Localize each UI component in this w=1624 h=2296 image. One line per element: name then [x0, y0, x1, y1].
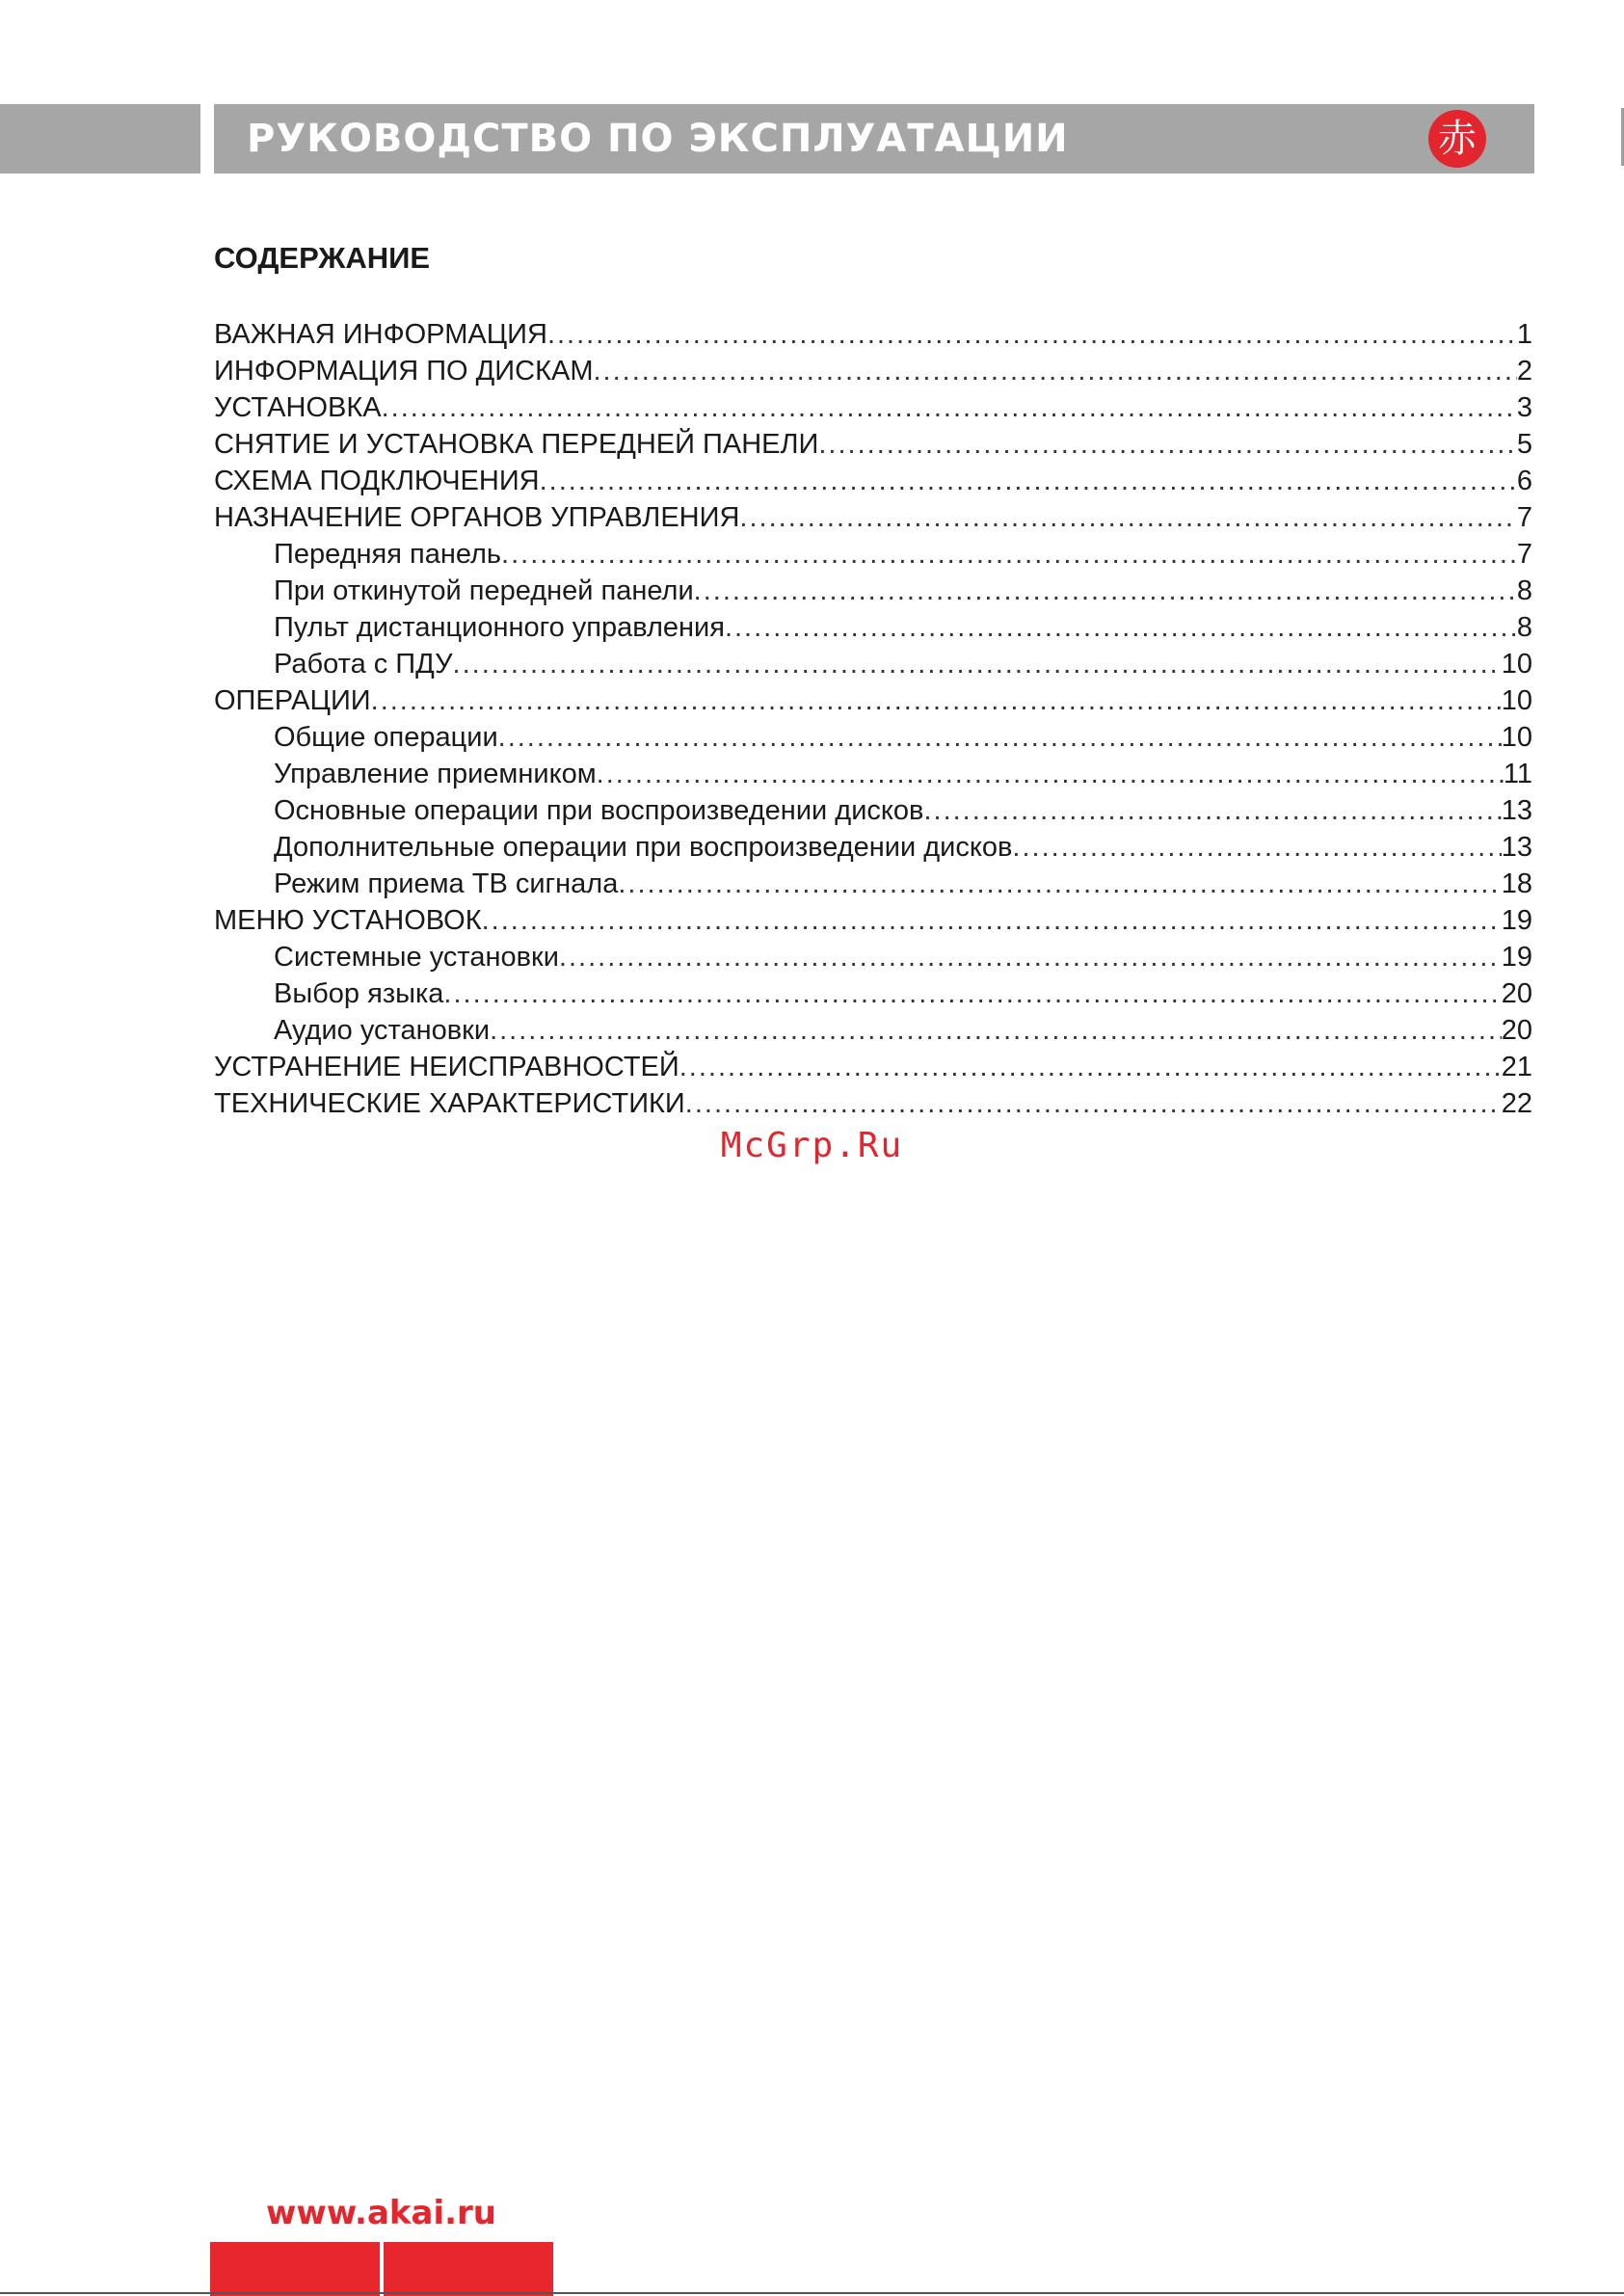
- akai-logo-icon: 赤: [1428, 110, 1486, 168]
- toc-page-number: 19: [1501, 905, 1532, 936]
- toc-page-number: 21: [1501, 1052, 1532, 1082]
- toc-entry-label: Работа с ПДУ: [274, 649, 453, 680]
- toc-leader-dots: [540, 463, 1517, 499]
- toc-page-number: 6: [1516, 466, 1532, 496]
- toc-entry[interactable]: [214, 499, 1532, 536]
- toc-page-number: 7: [1516, 502, 1532, 533]
- toc-page-number: 20: [1501, 1015, 1532, 1046]
- toc-leader-dots: [371, 682, 1502, 719]
- toc-page-number: 22: [1501, 1088, 1532, 1119]
- toc-entry-label: УСТАНОВКА: [214, 392, 382, 423]
- toc-entry-label: ТЕХНИЧЕСКИЕ ХАРАКТЕРИСТИКИ: [214, 1088, 685, 1119]
- toc-leader-dots: [739, 499, 1516, 536]
- toc-entry[interactable]: [214, 353, 1532, 389]
- toc-entry-label: Пульт дистанционного управления: [274, 612, 725, 643]
- toc-entry[interactable]: [214, 573, 1532, 609]
- header-left-block: [0, 104, 200, 174]
- toc-entry-label: СНЯТИЕ И УСТАНОВКА ПЕРЕДНЕЙ ПАНЕЛИ: [214, 429, 819, 460]
- toc-entry[interactable]: [214, 609, 1532, 646]
- toc-leader-dots: [482, 902, 1502, 939]
- toc-entry[interactable]: [214, 756, 1532, 792]
- toc-leader-dots: [382, 389, 1517, 426]
- toc-leader-dots: [618, 866, 1501, 902]
- toc-page-number: 3: [1516, 392, 1532, 423]
- toc-leader-dots: [597, 756, 1504, 792]
- toc-entry[interactable]: [214, 1012, 1532, 1049]
- toc-entry-label: ВАЖНАЯ ИНФОРМАЦИЯ: [214, 319, 547, 350]
- toc-entry-label: Выбор языка: [274, 978, 444, 1009]
- toc-page-number: 19: [1501, 942, 1532, 973]
- toc-entry[interactable]: [214, 719, 1532, 756]
- toc-entry[interactable]: [214, 975, 1532, 1012]
- toc-page-number: 10: [1501, 685, 1532, 716]
- toc-page-number: 18: [1501, 868, 1532, 899]
- toc-page-number: 13: [1501, 795, 1532, 826]
- toc-entry-label: При откинутой передней панели: [274, 575, 694, 606]
- toc-entry[interactable]: [214, 682, 1532, 719]
- toc-entry-label: Основные операции при воспроизведении дисков: [274, 795, 924, 826]
- toc-entry[interactable]: [214, 829, 1532, 866]
- toc-entry-label: Режим приема ТВ сигнала: [274, 868, 619, 899]
- contents-heading: СОДЕРЖАНИЕ: [214, 241, 431, 275]
- toc-page-number: 13: [1501, 832, 1532, 863]
- toc-page-number: 8: [1516, 575, 1532, 606]
- toc-page-number: 8: [1516, 612, 1532, 643]
- toc-leader-dots: [818, 426, 1516, 463]
- table-of-contents: [214, 316, 1532, 1122]
- toc-entry[interactable]: [214, 316, 1532, 353]
- toc-page-number: 2: [1516, 356, 1532, 387]
- toc-page-number: 10: [1501, 649, 1532, 680]
- toc-leader-dots: [685, 1085, 1502, 1122]
- toc-entry-label: ИНФОРМАЦИЯ ПО ДИСКАМ: [214, 356, 594, 387]
- toc-page-number: 7: [1516, 539, 1532, 570]
- toc-page-number: 11: [1503, 759, 1532, 789]
- header-bar: [214, 104, 1534, 174]
- toc-leader-dots: [725, 609, 1517, 646]
- toc-page-number: 1: [1516, 319, 1532, 350]
- toc-entry-label: Передняя панель: [274, 539, 502, 570]
- toc-entry-label: Системные установки: [274, 942, 559, 973]
- toc-entry[interactable]: [214, 866, 1532, 902]
- toc-entry-label: УСТРАНЕНИЕ НЕИСПРАВНОСТЕЙ: [214, 1052, 679, 1082]
- toc-entry[interactable]: [214, 536, 1532, 573]
- toc-leader-dots: [593, 353, 1516, 389]
- toc-entry[interactable]: [214, 939, 1532, 975]
- toc-entry[interactable]: [214, 902, 1532, 939]
- watermark: McGrp.Ru: [720, 1126, 904, 1165]
- toc-page-number: 10: [1501, 722, 1532, 753]
- toc-leader-dots: [490, 1012, 1502, 1049]
- toc-entry-label: Аудио установки: [274, 1015, 491, 1046]
- toc-entry-label: МЕНЮ УСТАНОВОК: [214, 905, 482, 936]
- toc-entry[interactable]: [214, 1049, 1532, 1085]
- toc-entry-label: ОПЕРАЦИИ: [214, 685, 371, 716]
- toc-leader-dots: [923, 792, 1501, 829]
- footer-divider: [0, 2292, 1624, 2294]
- footer-url[interactable]: www.akai.ru: [266, 2194, 497, 2232]
- toc-entry[interactable]: [214, 389, 1532, 426]
- toc-leader-dots: [679, 1049, 1502, 1085]
- toc-entry-label: Управление приемником: [274, 759, 597, 789]
- toc-entry-label: Дополнительные операции при воспроизведении дисков: [274, 832, 1013, 863]
- toc-page-number: 5: [1516, 429, 1532, 460]
- toc-leader-dots: [443, 975, 1501, 1012]
- toc-entry-label: НАЗНАЧЕНИЕ ОРГАНОВ УПРАВЛЕНИЯ: [214, 502, 740, 533]
- toc-entry[interactable]: [214, 646, 1532, 682]
- toc-entry-label: Общие операции: [274, 722, 498, 753]
- toc-leader-dots: [1012, 829, 1501, 866]
- toc-leader-dots: [501, 536, 1517, 573]
- toc-leader-dots: [559, 939, 1502, 975]
- toc-entry-label: СХЕМА ПОДКЛЮЧЕНИЯ: [214, 466, 540, 496]
- footer-red-block: [210, 2242, 380, 2296]
- toc-leader-dots: [694, 573, 1517, 609]
- toc-entry[interactable]: [214, 463, 1532, 499]
- toc-leader-dots: [547, 316, 1517, 353]
- toc-leader-dots: [498, 719, 1502, 756]
- toc-page-number: 20: [1501, 978, 1532, 1009]
- footer-red-block: [384, 2242, 553, 2296]
- toc-entry[interactable]: [214, 1085, 1532, 1122]
- page-title: РУКОВОДСТВО ПО ЭКСПЛУАТАЦИИ: [247, 117, 1069, 161]
- toc-leader-dots: [453, 646, 1502, 682]
- toc-entry[interactable]: [214, 426, 1532, 463]
- toc-entry[interactable]: [214, 792, 1532, 829]
